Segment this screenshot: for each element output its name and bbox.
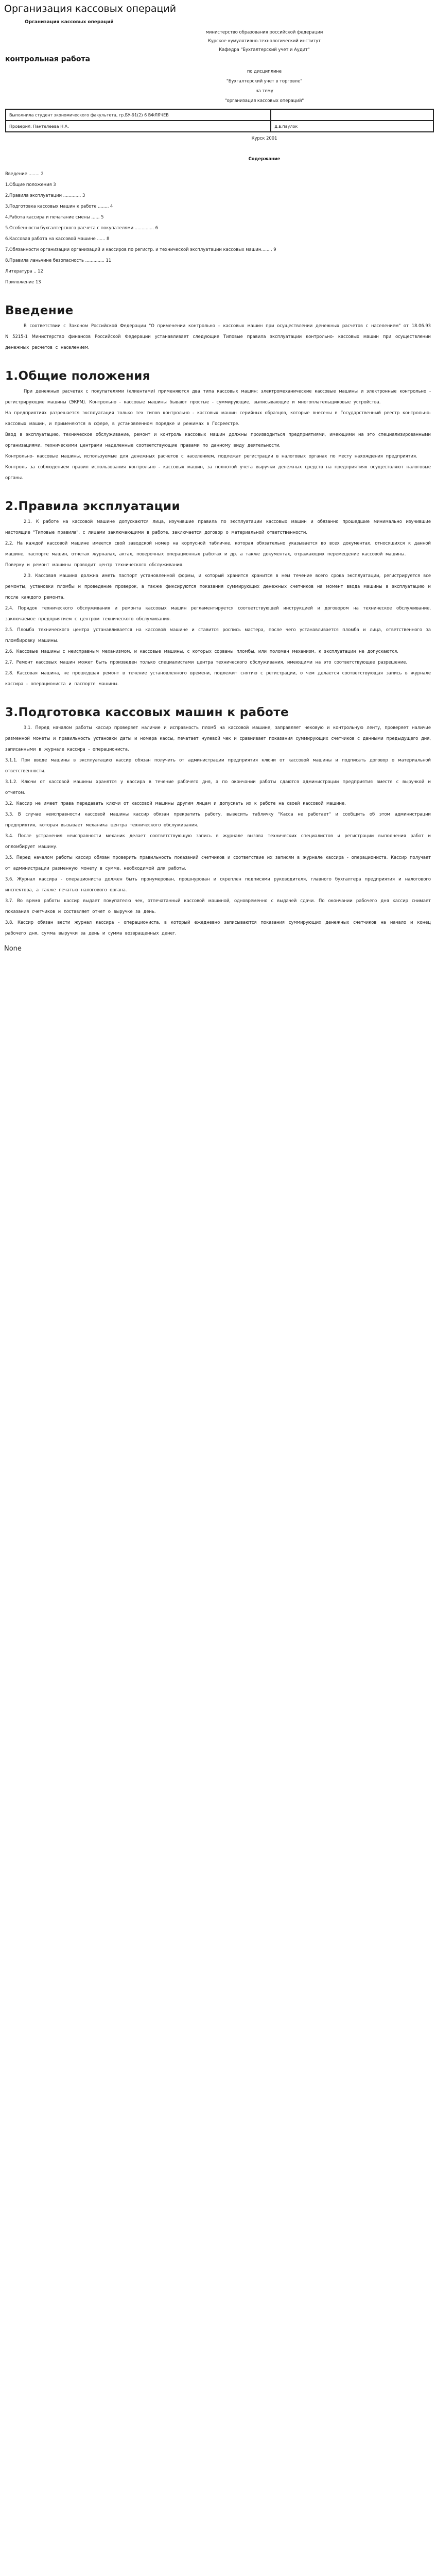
toc-item: Литература .. 12: [5, 268, 43, 274]
body-paragraph: 3.1.2. Ключи от кассовой машины хранятся у кассира в течение рабочего дня, а по окончании работы сдаются администрации предприятия вместе с выручкой и отчетом.: [5, 779, 431, 795]
toc-item: 4.Работа кассира и печатание смены ...... 5: [5, 214, 104, 219]
body-paragraph: 2.1. К работе на кассовой машине допускаются лица, изучившие правила по эксплуатации кассовых машин и обязанно прошедшие минимально изучившие настоящие "Типовые правила", с лицами заключающими в работе, заключается договор о материальной ответственности.: [5, 519, 431, 535]
intro-heading: Организация кассовых операций: [25, 20, 114, 25]
page-title: Организация кассовых операций: [4, 3, 177, 14]
toc-item: Приложение 13: [5, 279, 41, 284]
toc-item: 7.Обязанности организации организаций и кассиров по регистр. и технической эксплуатации кассовых машин........ 9: [5, 247, 276, 252]
section-heading: 1.Общие положения: [5, 369, 150, 383]
section-spacer: [3, 689, 433, 701]
subject-lines: [96, 66, 433, 106]
body-paragraph: 2.8. Кассовая машина, не прошедшая ремонт в течение установленного времени, подлежит снятию с регистрации, о чем делается соответствующая запись в журнале кассира - операциониста и паспорте машины.: [5, 670, 431, 686]
body-paragraph: 3.5. Перед началом работы кассир обязан проверить правильность показаний счетчиков и соответствие их записям в журнале кассира - операциониста. Кассир получает от администрации разменную монету в сумме, необходимой для работы.: [5, 855, 431, 871]
header-line: Курское кумулятивно-технологический институт: [207, 38, 321, 43]
table-row: [6, 109, 433, 121]
subject-line: "организация кассовых операций": [224, 98, 304, 103]
body-paragraph: 2.7. Ремонт кассовых машин может быть произведен только специалистами центра технического обслуживания, имеющими на это соответствующее разрешение.: [5, 659, 408, 665]
body-paragraph: При денежных расчетах с покупателями (клиентами) применяются два типа кассовых машин: электромеханические кассовые машины и электронные контрольно - регистрирующие машины (ЭКРМ). Контрольно - кассовые машины бывают простые - суммирующие, выписывающие и многоплательщиковые устройства.: [5, 388, 431, 404]
toc-item: Введение ........ 2: [5, 171, 44, 176]
subject-line: по дисциплине: [247, 69, 282, 74]
header-line: Кафедра "Бухгалтерский учет и Аудит": [219, 47, 310, 52]
body-paragraph: 3.7. Во время работы кассир выдает покупателю чек, отпечатанный кассовой машиной, одновременно с выдачей сдачи. По окончании рабочего дня кассир снимает показания счетчиков и составляет отчет о выручке за день.: [5, 898, 431, 914]
table-cell: д.в.паулок: [271, 121, 433, 132]
body-paragraph: 3.1.1. При вводе машины в эксплуатацию кассир обязан получить от администрации предприятия ключи от кассовой машины и подписать договор о материальной ответственности.: [5, 757, 431, 773]
section-heading: 3.Подготовка кассовых машин к работе: [5, 706, 289, 719]
body-paragraph: 3.4. После устранения неисправности механик делает соответствующую запись в журнале вызова технических специалистов и регистрации выполнения работ и опломбирует машину.: [5, 833, 431, 849]
city-year: Курск 2001: [251, 135, 277, 141]
body-paragraph: Поверку и ремонт машины проводит центр технического обслуживания.: [5, 562, 184, 567]
sections-container: [3, 287, 433, 939]
subject-line: на тему: [255, 88, 273, 93]
body-paragraph: 2.2. На каждой кассовой машине имеется свой заводской номер на корпусной табличке, которая обязательно указывается во всех документах, относящихся к данной машине, паспорте машин, отчетах журналах, актах, поверочных операционных работах и др. а также документах, отражающих перемещение кассовой машины.: [5, 540, 431, 556]
header-lines: [96, 28, 433, 54]
toc-item: 3.Подготовка кассовых машин к работе ........ 4: [5, 204, 113, 209]
work-type: контрольная работа: [5, 55, 91, 63]
body-paragraph: 3.1. Перед началом работы кассир проверяет наличие и исправность пломб на кассовой машине, заправляет чековую и контрольную ленту, проверяет наличие разменной монеты и правильность установки даты и номера кассы, печатает нулевой чек и сравнивает показания суммирующих счетчиков с данными предыдущего дня, записанными в журнале кассира - операциониста.: [5, 725, 431, 752]
toc-title: Содержание: [248, 156, 281, 161]
body-paragraph: 3.6. Журнал кассира - операциониста должен быть пронумерован, прошнурован и скреплен подписями руководителя, главного бухгалтера предприятия и налогового инспектора, а также печатью налогового органа.: [5, 876, 431, 892]
body-paragraph: Контроль за соблюдением правил использования контрольно - кассовых машин, за полнотой учета выручки денежных средств на предприятиях осуществляют налоговые органы.: [5, 464, 431, 480]
table-of-contents: [3, 168, 433, 287]
table-cell: Выполнила студент экономического факультета, гр.БУ-91(2) 6 ВФЛЯЧЕВ: [6, 109, 271, 121]
toc-item: 6.Кассовая работа на кассовой машине ...... 8: [5, 236, 110, 241]
section-spacer: [3, 353, 433, 364]
body-paragraph: 2.6. Кассовые машины с неисправным механизмом, и кассовые машины, с которых сорваны пломбы, или поломан механизм, к эксплуатации не допускаются.: [5, 649, 398, 654]
body-paragraph: Ввод в эксплуатацию, техническое обслуживание, ремонт и контроль кассовых машин должны производиться предприятиями, имеющими на это специализированными организациями, техническими центрами наделенные соответствующие правами по данному виду деятельности.: [5, 432, 431, 448]
footer-text: None: [4, 945, 22, 953]
body-paragraph: В соответствии с Законом Российской Федерации "О применении контрольно – кассовых машин при осуществлении денежных расчетов с населением" от 18.06.93 N 5215-1 Министерство финансов Российской Федерации устанавливает следующие Типовые правила эксплуатации контрольно- кассовых машин при осуществлении денежных расчетов с населением.: [5, 323, 431, 350]
body-paragraph: На предприятиях разрешается эксплуатация только тех типов контрольно - кассовых машин серийных образцов, которые внесены в Государственный реестр контрольно- кассовых машин, и применяются в сфере, в установленном порядке и режимах в Госреестре.: [5, 410, 431, 426]
table-cell: Проверил: Пантелеева Н.А.: [6, 121, 271, 132]
section-spacer: [3, 483, 433, 495]
body-paragraph: 2.3. Кассовая машина должна иметь паспорт установленной формы, и который хранится хранится в нем течение всего срока эксплуатации, регистрируется все ремонты, установки пломбы и проведение проверок, а также фиксируются показания суммирующих денежных счетчиков на момент ввода машины в эксплуатацию и после каждого ремонта.: [5, 573, 431, 600]
body-paragraph: 2.5. Пломба технического центра устанавливается на кассовой машине и ставится роспись мастера, после чего устанавливается пломба и лица, ответственного за пломбировку машины.: [5, 627, 431, 643]
section-spacer: [3, 287, 433, 299]
body-paragraph: 3.8. Кассир обязан вести журнал кассира - операциониста, в который ежедневно записываются показания суммирующих денежных счетчиков на начало и конец рабочего дня, сумма выручки за день и сумма возвращенных денег.: [5, 920, 431, 936]
body-paragraph: 3.2. Кассир не имеет права передавать ключи от кассовой машины другим лицам и допускать их к работе на своей кассовой машине.: [5, 801, 346, 806]
table-row: [6, 121, 433, 132]
body-paragraph: 3.3. В случае неисправности кассовой машины кассир обязан прекратить работу, вывесить табличку "Касса не работает" и сообщить об этом администрации предприятия, которая вызывает механика центра технического обслуживания.: [5, 811, 431, 827]
section-heading: Введение: [5, 304, 74, 317]
subject-line: "Бухгалтерский учет в торговле": [226, 78, 303, 83]
toc-item: 2.Правила эксплуатации ............. 3: [5, 193, 85, 198]
body-paragraph: 2.4. Порядок технического обслуживания и ремонта кассовых машин регламентируется соответствующей инструкцией и договором на техническое обслуживание, заключаемое предприятием с центром технического обслуживания.: [5, 605, 431, 621]
info-table: [5, 109, 434, 132]
toc-item: 8.Правила ланьчине безопасность .............. 11: [5, 258, 112, 263]
body-paragraph: Контрольно- кассовые машины, используемые для денежных расчетов с населением, подлежат регистрации в налоговых органах по месту нахождения предприятия.: [5, 453, 417, 459]
table-cell: [271, 109, 433, 121]
toc-item: 1.Общие положения 3: [5, 182, 56, 187]
section-heading: 2.Правила эксплуатации: [5, 500, 181, 513]
toc-item: 5.Особенности бухгалтерского расчета с покупателями .............. 6: [5, 225, 158, 230]
header-line: министерство образования российской федерации: [205, 29, 323, 35]
